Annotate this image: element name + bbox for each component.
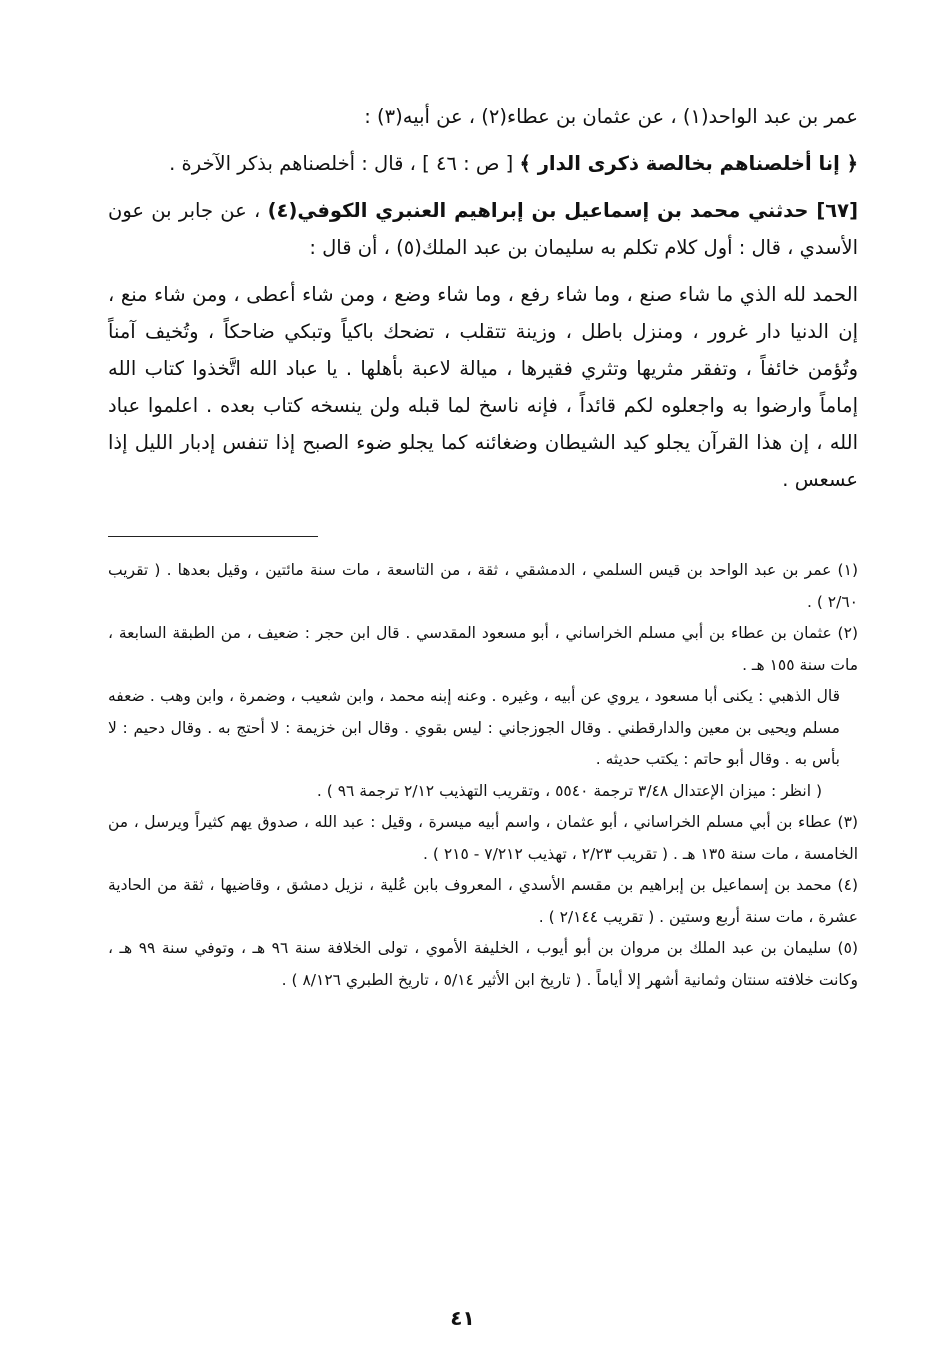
paragraph-narration-67: [108, 192, 858, 266]
book-page: [108, 98, 858, 996]
verse-commentary: [ ص : ٤٦ ] ، قال : أخلصناهم بذكر الآخرة .: [169, 152, 520, 175]
quran-verse: ﴿ إنا أخلصناهم بخالصة ذكرى الدار ﴾: [519, 152, 858, 175]
main-text: [108, 98, 858, 498]
footnote-3: (٣) عطاء بن أبي مسلم الخراساني ، أبو عثمان ، واسم أبيه ميسرة ، وقيل : عبد الله ، صدوق يهم كثيراً ويرسل ، من الخامسة ، مات سنة ١٣٥ هـ . ( تقريب ٢/٢٣ ، تهذيب ٧/٢١٢ - ٢١٥ ) .: [108, 813, 858, 863]
footnote-2: (٢) عثمان بن عطاء بن أبي مسلم الخراساني ، أبو مسعود المقدسي . قال ابن حجر : ضعيف ، من الطبقة السابعة ، مات سنة ١٥٥ هـ .: [108, 624, 858, 674]
footnotes: [108, 555, 858, 996]
footnote-2-references: ( انظر : ميزان الإعتدال ٣/٤٨ ترجمة ٥٥٤٠ ، وتقريب التهذيب ٢/١٢ ترجمة ٩٦ ) .: [316, 781, 822, 800]
footnote-5: (٥) سليمان بن عبد الملك بن مروان بن أبو أيوب ، الخليفة الأموي ، تولى الخلافة سنة ٩٦ هـ ، وتوفي سنة ٩٩ هـ ، وكانت خلافته سنتان وثمانية أشهر إلا أياماً . ( تاريخ ابن الأثير ٥/١٤ ، تاريخ الطبري ٨/١٢٦ ) .: [108, 939, 858, 989]
footnote-divider: [108, 536, 318, 537]
page-number: ٤١: [450, 1306, 475, 1330]
footnote-4: (٤) محمد بن إسماعيل بن إبراهيم بن مقسم الأسدي ، المعروف بابن عُلية ، نزيل دمشق ، وقاضيها ، ثقة من الحادية عشرة ، مات سنة أربع وستين . ( تقريب ٢/١٤٤ ) .: [108, 876, 858, 926]
narrator-chain-rest: ، عن جابر بن عون الأسدي ، قال : أول كلام تكلم به سليمان بن عبد الملك(٥) ، أن قال :: [108, 199, 858, 259]
footnote-2-continuation: قال الذهبي : يكنى أبا مسعود ، يروي عن أبيه ، وغيره . وعنه إبنه محمد ، وابن شعيب ، وضمرة ، وابن وهب . ضعفه مسلم ويحيى بن معين والدارقطني . وقال الجوزجاني : ليس بقوي . وقال ابن خزيمة : لا أحتج به . وقال دحيم : لا بأس به . وقال أبو حاتم : يكتب حديثه .: [108, 687, 840, 768]
paragraph-sermon: الحمد لله الذي ما شاء صنع ، وما شاء رفع ، وما شاء وضع ، ومن شاء أعطى ، ومن شاء منع ، إن الدنيا دار غرور ، ومنزل باطل ، وزينة تتقلب ، تضحك باكياً وتبكي ضاحكاً ، وتُخيف آمناً وتُؤمن خائفاً ، وتفقر مثريها وتثري فقيرها ، ميالة لاعبة بأهلها . يا عباد الله اتَّخذوا كتاب الله إماماً وارضوا به واجعلوه لكم قائداً ، فإنه ناسخ لما قبله ولن ينسخه كتاب بعده . اعلموا عباد الله ، إن هذا القرآن يجلو كيد الشيطان وضغائنه كما يجلو ضوء الصبح إذا تنفس إدبار الليل إذا عسعس .: [108, 283, 858, 491]
narrator-chain-lead: [٦٧] حدثني محمد بن إسماعيل بن إبراهيم العنبري الكوفي(٤): [267, 199, 858, 222]
paragraph-quran-verse: [108, 145, 858, 182]
paragraph-isnad-intro: عمر بن عبد الواحد(١) ، عن عثمان بن عطاء(٢) ، عن أبيه(٣) :: [364, 105, 858, 128]
footnote-1: (١) عمر بن عبد الواحد بن قيس السلمي ، الدمشقي ، ثقة ، من التاسعة ، مات سنة مائتين ، وقيل بعدها . ( تقريب ٢/٦٠ ) .: [108, 561, 858, 611]
